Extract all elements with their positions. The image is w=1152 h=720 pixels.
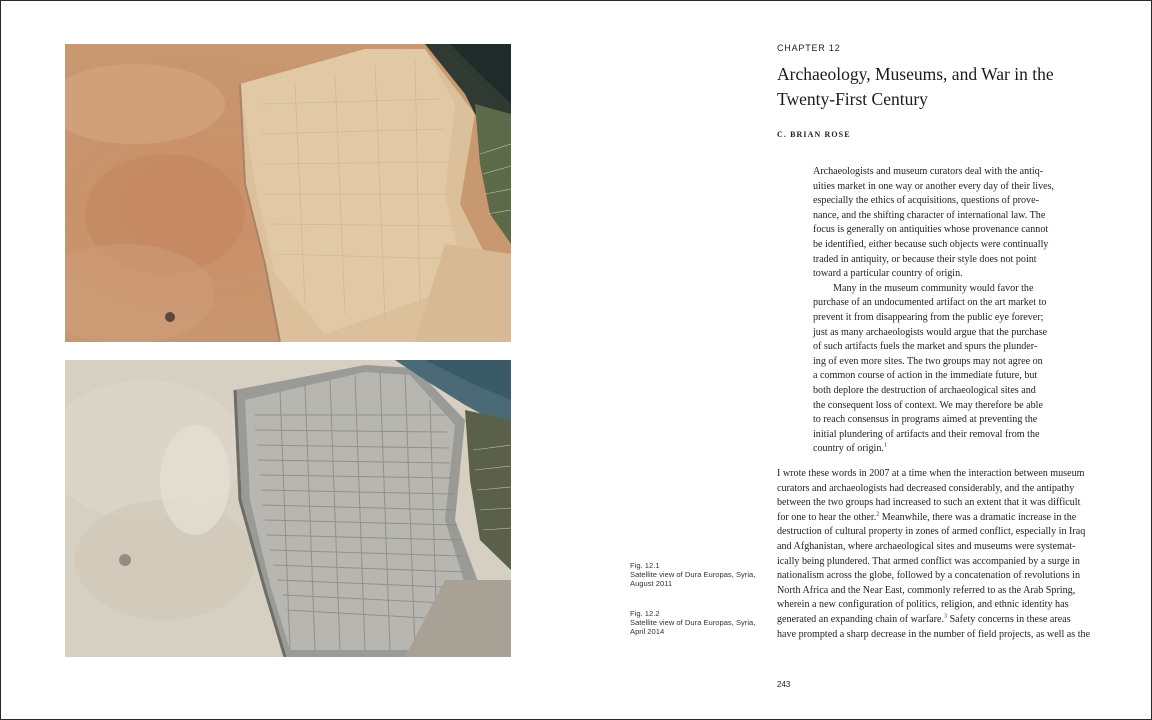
- text-line: Archaeologists and museum curators deal with the antiq-: [813, 166, 1044, 177]
- figure-caption-2: [630, 609, 760, 637]
- figure-label: Fig. 12.2: [630, 609, 660, 618]
- text-line: traded in antiquity, or because their style does not point: [813, 253, 1037, 265]
- text-line: curators and archaeologists had decreased considerably, and the antipathy: [777, 482, 1075, 494]
- title-line: Twenty-First Century: [777, 89, 928, 109]
- epigraph-block: [813, 165, 1058, 457]
- text-fragment: generated an expanding chain of warfare.: [777, 613, 945, 625]
- chapter-label: CHAPTER 12: [777, 43, 841, 53]
- text-line: focus is generally on antiquities whose provenance cannot: [813, 224, 1049, 236]
- text-line: nance, and the shifting character of international law. The: [813, 209, 1046, 221]
- text-line: of such artifacts fuels the market and spurs the plunder-: [813, 341, 1038, 353]
- text-line: and Afghanistan, where archaeological sites and museums were systemat-: [777, 540, 1076, 552]
- caption-line: April 2014: [630, 627, 665, 637]
- text-line: ing of even more sites. The two groups may not agree on: [813, 355, 1043, 367]
- figure-label: Fig. 12.1: [630, 561, 660, 570]
- text-line: initial plundering of artifacts and their removal from the: [813, 428, 1040, 440]
- body-paragraph: [777, 467, 1107, 642]
- text-line: toward a particular country of origin.: [813, 268, 963, 280]
- text-line: North Africa and the Near East, commonly referred to as the Arab Spring,: [777, 584, 1076, 596]
- text-line: the consequent loss of context. We may therefore be able: [813, 399, 1043, 411]
- text-line: [813, 442, 1058, 457]
- text-fragment: country of origin.: [813, 443, 884, 455]
- footnote-ref[interactable]: 2: [876, 511, 880, 518]
- text-line: wherein a new configuration of politics, religion, and ethnic identity has: [777, 599, 1069, 611]
- caption-line: Satellite view of Dura Europas, Syria,: [630, 570, 756, 580]
- text-fragment: Safety concerns in these areas: [949, 613, 1071, 625]
- author-name: C. BRIAN ROSE: [777, 130, 851, 139]
- title-line: Archaeology, Museums, and War in the: [777, 64, 1054, 84]
- footnote-ref[interactable]: 3: [944, 613, 948, 620]
- footnote-ref[interactable]: 1: [883, 442, 887, 449]
- text-line: I wrote these words in 2007 at a time when the interaction between museum: [777, 468, 1085, 479]
- text-line: a common course of action in the immediate future, but: [813, 370, 1038, 382]
- chapter-title: [777, 62, 1097, 112]
- text-line: [777, 511, 1107, 526]
- text-line: to reach consensus in programs aimed at preventing the: [813, 414, 1038, 426]
- text-fragment: for one to hear the other.: [777, 511, 877, 523]
- text-line: ically being plundered. That armed conflict was accompanied by a surge in: [777, 555, 1080, 567]
- text-line: purchase of an undocumented artifact on the art market to: [813, 297, 1047, 309]
- text-line: between the two groups had increased to such an extent that it was difficult: [777, 497, 1081, 509]
- text-line: prevent it from disappearing from the public eye forever;: [813, 311, 1044, 323]
- caption-line: August 2011: [630, 579, 673, 589]
- text-line: both deplore the destruction of archaeological sites and: [813, 384, 1036, 396]
- text-line: destruction of cultural property in zones of armed conflict, especially in Iraq: [777, 526, 1086, 538]
- caption-line: Satellite view of Dura Europas, Syria,: [630, 618, 756, 628]
- page-number: 243: [777, 680, 791, 689]
- text-line: uities market in one way or another every day of their lives,: [813, 180, 1055, 192]
- text-line: be identified, either because such objects were continually: [813, 238, 1049, 250]
- text-line: Many in the museum community would favor the: [833, 282, 1034, 294]
- satellite-photo-2011: [65, 44, 511, 342]
- figure-caption-1: [630, 561, 760, 589]
- satellite-photo-2014: [65, 360, 511, 657]
- text-line: [777, 613, 1107, 628]
- text-fragment: Meanwhile, there was a dramatic increase in the: [881, 511, 1077, 523]
- text-line: especially the ethics of acquisitions, questions of prove-: [813, 195, 1039, 207]
- text-line: have prompted a sharp decrease in the number of field projects, as well as the: [777, 628, 1091, 640]
- text-line: just as many archaeologists would argue that the purchase: [813, 326, 1048, 338]
- text-line: nationalism across the globe, followed by a concatenation of revolutions in: [777, 570, 1081, 582]
